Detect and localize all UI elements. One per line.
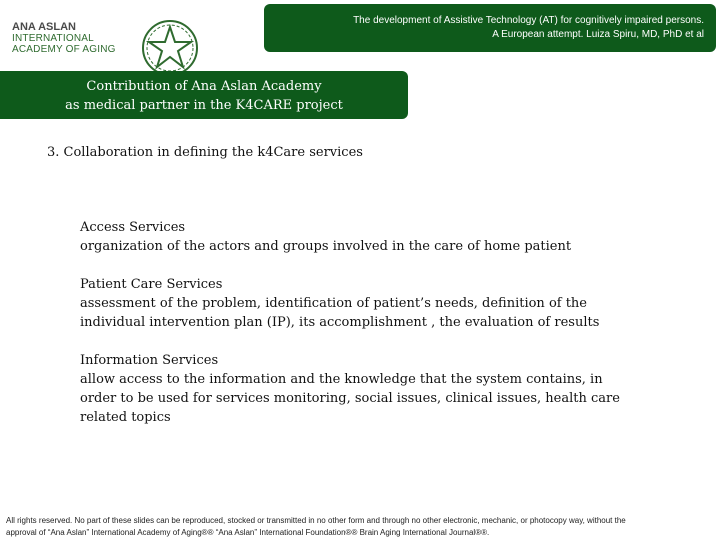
footer-line-1: All rights reserved. No part of these slides can be reproduced, stocked or transmitted in no other form and through no other electronic, mechanic, or photocopy way, without the bbox=[6, 516, 626, 525]
presentation-header bbox=[264, 4, 716, 52]
service-description: allow access to the information and the knowledge that the system contains, in bbox=[80, 372, 603, 387]
service-name: Access Services bbox=[80, 220, 186, 235]
service-access bbox=[80, 218, 640, 256]
logo-line-3: ACADEMY OF AGING bbox=[12, 44, 116, 55]
slide-title-line-2: as medical partner in the K4CARE project bbox=[65, 98, 343, 113]
logo-text bbox=[12, 22, 142, 55]
star-wreath-icon bbox=[140, 18, 200, 78]
services-list bbox=[80, 218, 640, 446]
footer-line-2: approval of “Ana Aslan” International Academy of Aging®® “Ana Aslan” International Foundation®® Brain Aging International Journal®®. bbox=[6, 528, 490, 537]
copyright-footer bbox=[6, 515, 718, 539]
slide-title-line-1: Contribution of Ana Aslan Academy bbox=[86, 79, 322, 94]
service-description: organization of the actors and groups involved in the care of home patient bbox=[80, 239, 572, 254]
service-description: assessment of the problem, identification of patient’s needs, definition of the bbox=[80, 296, 587, 311]
logo-line-2: INTERNATIONAL bbox=[12, 33, 94, 44]
section-heading: 3. Collaboration in defining the k4Care services bbox=[47, 145, 363, 160]
header-line-1: The development of Assistive Technology (AT) for cognitively impaired persons. bbox=[353, 15, 704, 26]
service-name: Information Services bbox=[80, 353, 219, 368]
service-description: related topics bbox=[80, 410, 171, 425]
service-name: Patient Care Services bbox=[80, 277, 223, 292]
service-description: order to be used for services monitoring, social issues, clinical issues, health care bbox=[80, 391, 620, 406]
service-description: individual intervention plan (IP), its accomplishment , the evaluation of results bbox=[80, 315, 600, 330]
header-line-2: A European attempt. Luiza Spiru, MD, PhD et al bbox=[492, 29, 704, 40]
service-patient-care bbox=[80, 275, 640, 332]
logo-line-1: ANA ASLAN bbox=[12, 21, 76, 33]
academy-logo bbox=[6, 10, 216, 70]
service-information bbox=[80, 351, 640, 427]
slide-title bbox=[0, 71, 408, 119]
